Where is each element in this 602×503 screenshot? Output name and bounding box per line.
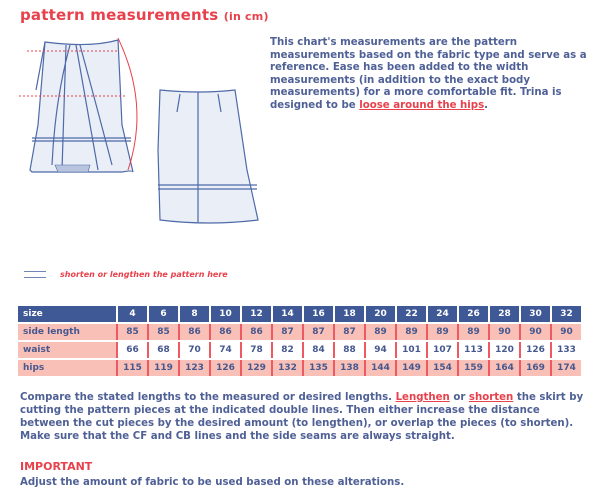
size-header-cell: 4 bbox=[116, 306, 147, 322]
table-cell: 89 bbox=[426, 324, 457, 340]
table-cell: 126 bbox=[519, 342, 550, 358]
table-cell: 88 bbox=[333, 342, 364, 358]
table-cell: 129 bbox=[240, 360, 271, 376]
back-skirt bbox=[158, 90, 258, 223]
table-cell: 84 bbox=[302, 342, 333, 358]
table-row bbox=[18, 342, 581, 358]
size-header-cell: 24 bbox=[426, 306, 457, 322]
table-cell: 87 bbox=[302, 324, 333, 340]
table-cell: 174 bbox=[550, 360, 581, 376]
intro-end: . bbox=[484, 99, 489, 111]
table-cell: 89 bbox=[457, 324, 488, 340]
table-cell: 68 bbox=[147, 342, 178, 358]
skirt-illustration bbox=[0, 30, 270, 265]
table-cell: 87 bbox=[333, 324, 364, 340]
shorten-link[interactable]: shorten bbox=[468, 392, 514, 403]
table-cell: 126 bbox=[209, 360, 240, 376]
table-row bbox=[18, 360, 581, 376]
intro-text bbox=[270, 37, 600, 113]
table-cell: 94 bbox=[364, 342, 395, 358]
intro-body: This chart's measurements are the pattern measurements based on the fabric type and serve as a reference. Ease has been added to the width measurements (in addition to the exact body measurements) for a more comfortable fit. Trina is designed to be bbox=[270, 37, 587, 111]
size-header-cell: 22 bbox=[395, 306, 426, 322]
table-cell: 132 bbox=[271, 360, 302, 376]
table-cell: 86 bbox=[178, 324, 209, 340]
table-cell: 90 bbox=[550, 324, 581, 340]
instr-p1: Compare the stated lengths to the measured or desired lengths. bbox=[20, 392, 396, 403]
table-cell: 70 bbox=[178, 342, 209, 358]
size-header-cell: 8 bbox=[178, 306, 209, 322]
table-cell: 86 bbox=[209, 324, 240, 340]
row-label: waist bbox=[18, 342, 116, 358]
table-cell: 86 bbox=[240, 324, 271, 340]
page-title bbox=[20, 6, 269, 24]
table-cell: 87 bbox=[271, 324, 302, 340]
table-cell: 159 bbox=[457, 360, 488, 376]
table-cell: 89 bbox=[395, 324, 426, 340]
size-header-cell: 28 bbox=[488, 306, 519, 322]
table-cell: 115 bbox=[116, 360, 147, 376]
size-header-cell: 26 bbox=[457, 306, 488, 322]
table-cell: 90 bbox=[519, 324, 550, 340]
lengthen-link[interactable]: Lengthen bbox=[395, 392, 450, 403]
instr-p2: the skirt by cutting the pattern pieces at the indicated double lines. Then either increase the distance between the cut pieces by the desired amount (to lengthen), or overlap the pieces (to shorten). Make sure that the CF and CB lines and the side seams are always straight. bbox=[20, 392, 584, 442]
table-cell: 164 bbox=[488, 360, 519, 376]
table-cell: 66 bbox=[116, 342, 147, 358]
table-cell: 123 bbox=[178, 360, 209, 376]
row-label: hips bbox=[18, 360, 116, 376]
table-cell: 119 bbox=[147, 360, 178, 376]
table-cell: 135 bbox=[302, 360, 333, 376]
size-header: size bbox=[18, 306, 116, 322]
size-header-cell: 6 bbox=[147, 306, 178, 322]
size-header-cell: 12 bbox=[240, 306, 271, 322]
size-header-cell: 32 bbox=[550, 306, 581, 322]
double-line-icon bbox=[24, 271, 46, 278]
table-cell: 90 bbox=[488, 324, 519, 340]
size-header-cell: 14 bbox=[271, 306, 302, 322]
important-heading: IMPORTANT bbox=[20, 460, 93, 473]
table-cell: 154 bbox=[426, 360, 457, 376]
table-cell: 74 bbox=[209, 342, 240, 358]
size-header-cell: 16 bbox=[302, 306, 333, 322]
table-cell: 89 bbox=[364, 324, 395, 340]
table-cell: 133 bbox=[550, 342, 581, 358]
loose-hips-link[interactable]: loose around the hips bbox=[359, 99, 485, 111]
size-header-cell: 20 bbox=[364, 306, 395, 322]
legend bbox=[24, 270, 228, 279]
table-cell: 138 bbox=[333, 360, 364, 376]
front-skirt bbox=[30, 40, 133, 180]
table-cell: 149 bbox=[395, 360, 426, 376]
title-unit: (in cm) bbox=[223, 10, 269, 23]
table-row bbox=[18, 324, 581, 340]
size-header-cell: 30 bbox=[519, 306, 550, 322]
instructions bbox=[20, 391, 590, 443]
table-cell: 101 bbox=[395, 342, 426, 358]
important-text: Adjust the amount of fabric to be used based on these alterations. bbox=[20, 477, 405, 488]
table-cell: 113 bbox=[457, 342, 488, 358]
row-label: side length bbox=[18, 324, 116, 340]
table-cell: 169 bbox=[519, 360, 550, 376]
table-cell: 85 bbox=[116, 324, 147, 340]
title-text: pattern measurements bbox=[20, 6, 219, 24]
table-cell: 120 bbox=[488, 342, 519, 358]
table-cell: 144 bbox=[364, 360, 395, 376]
instr-or: or bbox=[449, 392, 469, 403]
measurement-table bbox=[18, 304, 581, 378]
size-header-cell: 10 bbox=[209, 306, 240, 322]
table-cell: 78 bbox=[240, 342, 271, 358]
size-header-cell: 18 bbox=[333, 306, 364, 322]
table-cell: 85 bbox=[147, 324, 178, 340]
legend-label: shorten or lengthen the pattern here bbox=[60, 270, 228, 279]
table-cell: 107 bbox=[426, 342, 457, 358]
table-cell: 82 bbox=[271, 342, 302, 358]
